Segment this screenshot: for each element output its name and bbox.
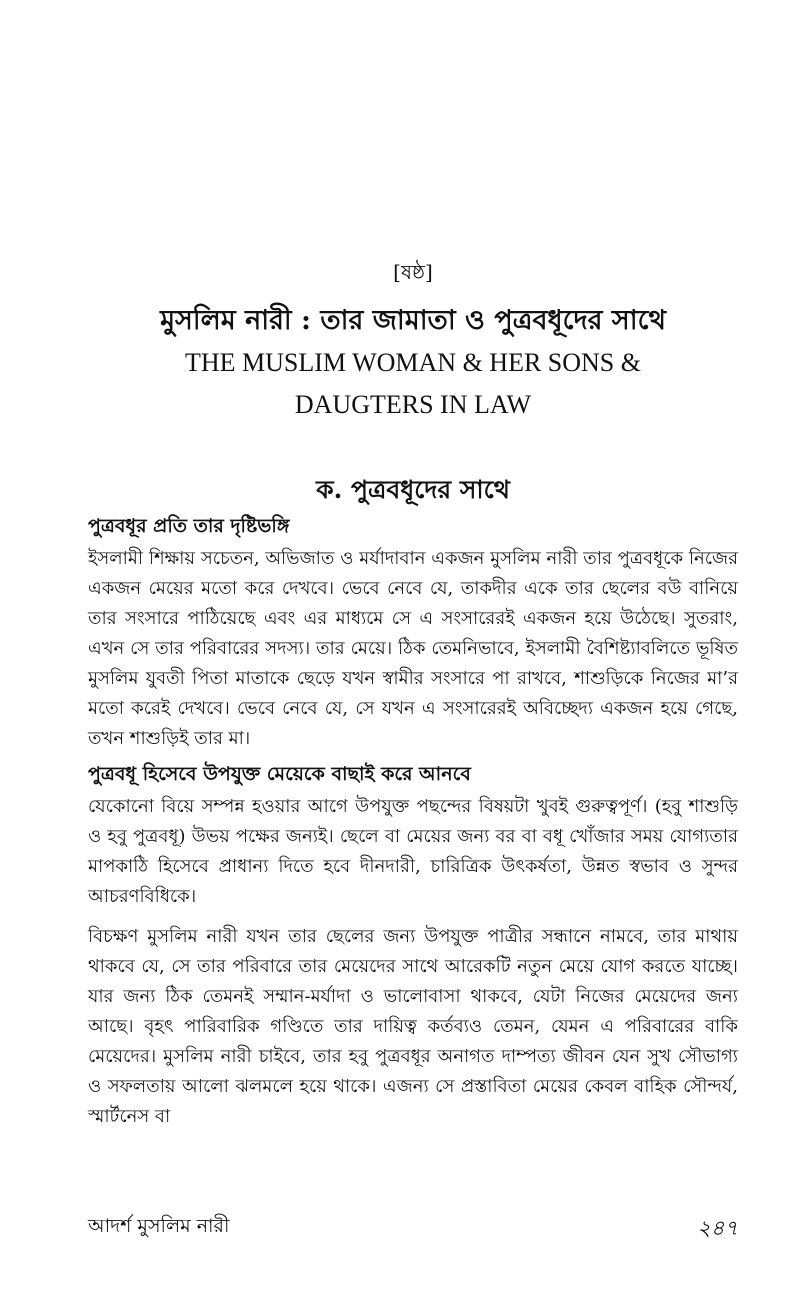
paragraph-wise-woman: বিচক্ষণ মুসলিম নারী যখন তার ছেলের জন্য উপযুক্ত পাত্রীর সন্ধানে নামবে, তার মাথায় থাকবে যে, সে তার পরিবারে তার মেয়েদের সাথে আরেকটি নতুন মেয়ে যোগ করতে যাচ্ছে। যার জন্য ঠিক তেমনই সম্মান-মর্যাদা ও ভালোবাসা থাকবে, যেটা নিজের মেয়েদের জন্য আছে। বৃহৎ পারিবারিক গণ্ডিতে তার দায়িত্ব কর্তব্যও তেমন, যেমন এ পরিবারের বাকি মেয়েদের। মুসলিম নারী চাইবে, তার হবু পুত্রবধূর অনাগত দাম্পত্য জীবন যেন সুখ সৌভাগ্য ও সফলতায় আলো ঝলমলে হয়ে থাকে। এজন্য সে প্রস্তাবিতা মেয়ের কেবল বাহিক সৌন্দর্য, স্মার্টনেস বা bbox=[88, 926, 738, 1127]
footer-page-number: ২৪৭ bbox=[697, 1216, 738, 1240]
body-content bbox=[88, 510, 738, 1136]
footer-book-title: আদর্শ মুসলিম নারী bbox=[88, 1215, 230, 1237]
section-heading: ক. পুত্রবধূদের সাথে bbox=[316, 475, 510, 504]
paragraph-selection: যেকোনো বিয়ে সম্পন্ন হওয়ার আগে উপযুক্ত পছন্দের বিষয়টা খুবই গুরুত্বপূর্ণ। (হবু শাশুড়ি ও হবু পুত্রবধূ) উভয় পক্ষের জন্যই। ছেলে বা মেয়ের জন্য বর বা বধূ খোঁজার সময় যোগ্যতার মাপকাঠি হিসেবে প্রাধান্য দিতে হবে দীনদারী, চারিত্রিক উৎকর্ষতা, উন্নত স্বভাব ও সুন্দর আচরণবিধিকে। bbox=[88, 796, 738, 907]
chapter-title-english-line-1: THE MUSLIM WOMAN & HER SONS & bbox=[185, 348, 641, 377]
chapter-title-english-line-2: DAUGTERS IN LAW bbox=[294, 390, 532, 419]
chapter-number: [ষষ্ঠ] bbox=[393, 260, 433, 284]
chapter-title-bengali: মুসলিম নারী : তার জামাতা ও পুত্রবধূদের সাথে bbox=[160, 305, 666, 336]
subheading-selection: পুত্রবধূ হিসেবে উপযুক্ত মেয়েকে বাছাই করে আনবে bbox=[88, 763, 471, 785]
document-page bbox=[88, 0, 738, 1305]
subheading-perspective: পুত্রবধূর প্রতি তার দৃষ্টিভঙ্গি bbox=[88, 515, 290, 537]
paragraph-perspective: ইসলামী শিক্ষায় সচেতন, অভিজাত ও মর্যাদাবান একজন মুসলিম নারী তার পুত্রবধূকে নিজের একজন মেয়ের মতো করে দেখবে। ভেবে নেবে যে, তাকদীর একে তার ছেলের বউ বানিয়ে তার সংসারে পাঠিয়েছে এবং এর মাধ্যমে সে এ সংসারেরই একজন হয়ে উঠেছে। সুতরাং, এখন সে তার পরিবারের সদস্য। তার মেয়ে। ঠিক তেমনিভাবে, ইসলামী বৈশিষ্ট্যাবলিতে ভূষিত মুসলিম যুবতী পিতা মাতাকে ছেড়ে যখন স্বামীর সংসারে পা রাখবে, শাশুড়িকে নিজের মা’র মতো করেই দেখবে। ভেবে নেবে যে, সে যখন এ সংসারেরই অবিচ্ছেদ্য একজন হয়ে গেছে, তখন শাশুড়িই তার মা। bbox=[88, 548, 739, 749]
chapter-title-english bbox=[88, 342, 738, 426]
